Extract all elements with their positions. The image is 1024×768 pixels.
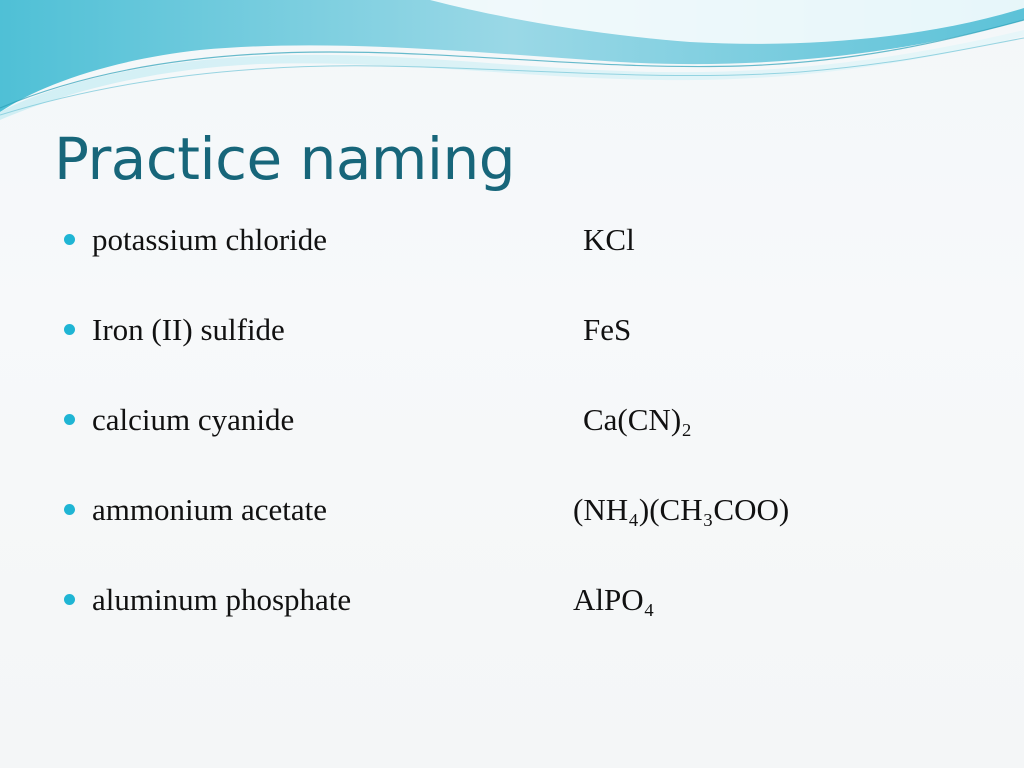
list-item — [0, 580, 1024, 620]
compound-formula: FeS — [583, 312, 632, 347]
bullet-dot-icon — [64, 324, 75, 335]
compound-name: potassium chloride — [92, 222, 328, 257]
bullet-dot-icon — [64, 504, 75, 515]
compound-name: calcium cyanide — [92, 402, 295, 437]
list-item — [0, 220, 1024, 260]
list-item — [0, 490, 1024, 530]
bullet-dot-icon — [64, 414, 75, 425]
compound-name: aluminum phosphate — [92, 582, 352, 617]
compound-formula: AlPO₄ — [573, 582, 655, 617]
compound-name: Iron (II) sulfide — [92, 312, 285, 347]
compound-formula: KCl — [583, 222, 635, 257]
compound-formula: (NH₄)(CH₃COO) — [573, 492, 790, 527]
list-item — [0, 310, 1024, 350]
compound-formula: Ca(CN)₂ — [583, 402, 692, 437]
bullet-dot-icon — [64, 234, 75, 245]
list-item — [0, 400, 1024, 440]
bullet-dot-icon — [64, 594, 75, 605]
compound-name: ammonium acetate — [92, 492, 327, 527]
slide-title: Practice naming — [54, 125, 516, 193]
